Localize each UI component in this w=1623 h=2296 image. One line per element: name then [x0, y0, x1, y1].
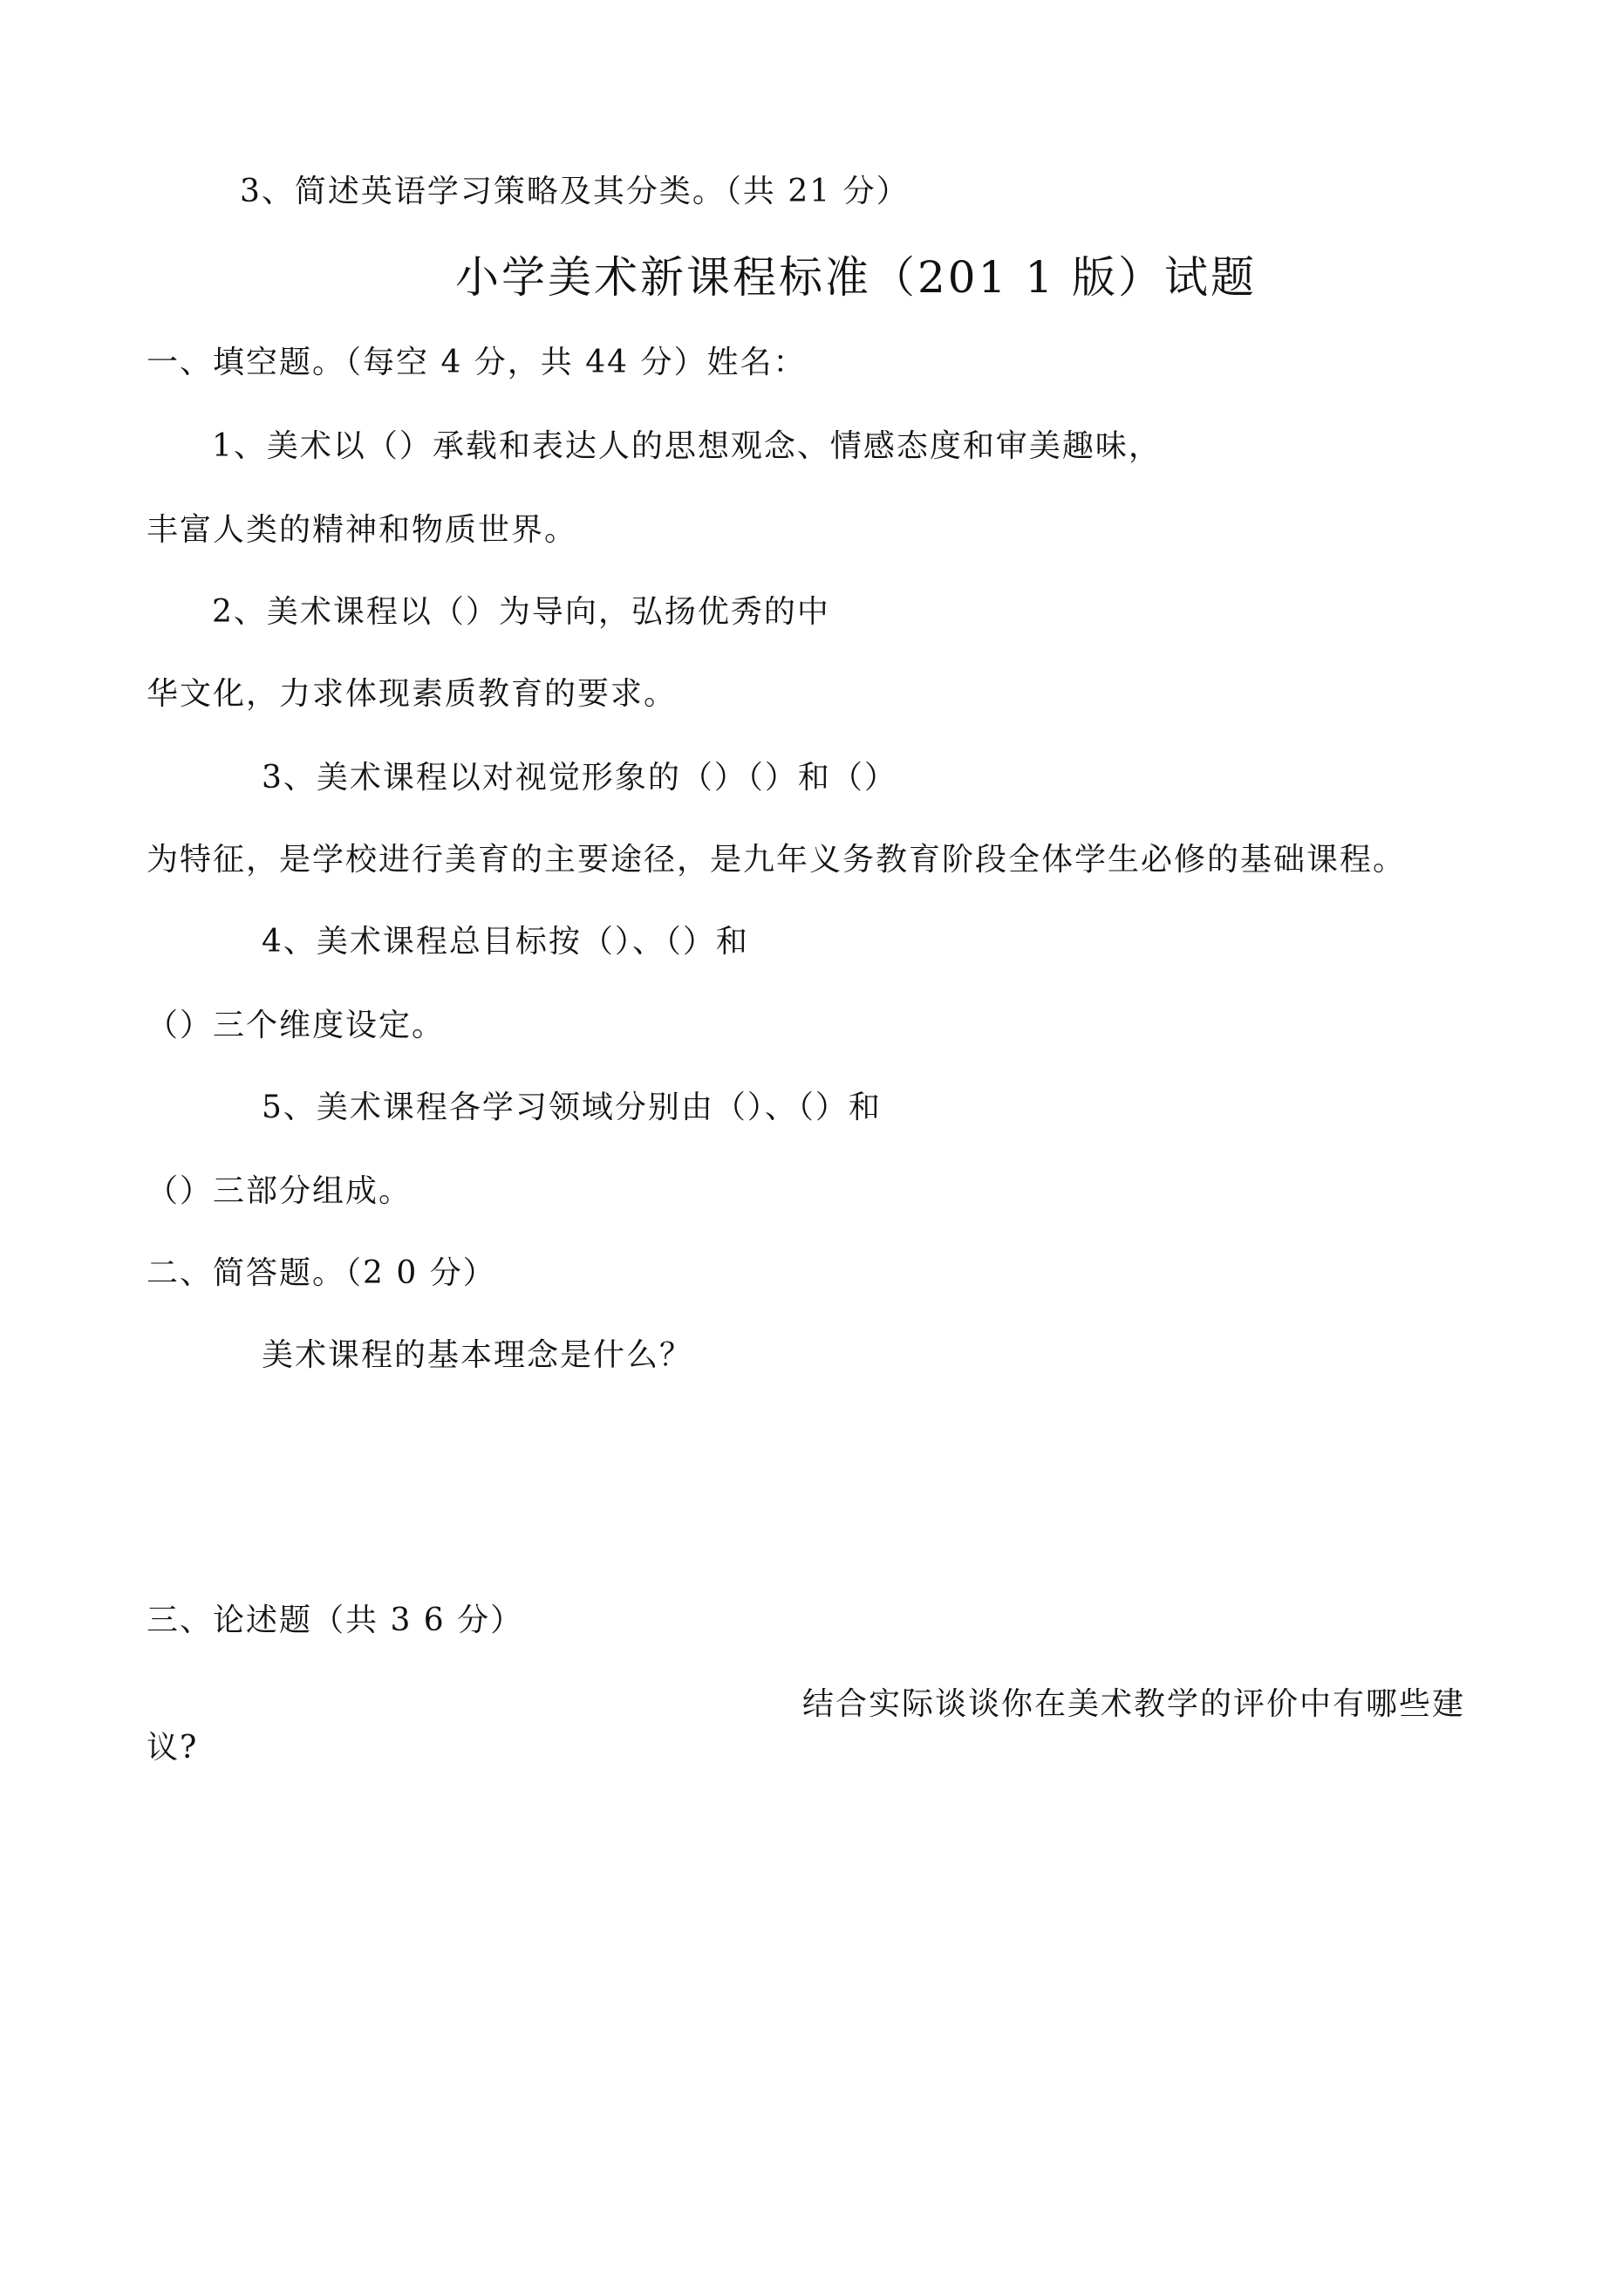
question-1-line-1: 1、美术以（）承载和表达人的思想观念、情感态度和审美趣味， — [212, 428, 1162, 464]
question-4-line-1: 4、美术课程总目标按（）、（）和 — [262, 924, 749, 960]
section-3-question-line-1: 结合实际谈谈你在美术教学的评价中有哪些建 — [802, 1686, 1466, 1722]
section-2-heading: 二、简答题。（2 0 分） — [147, 1255, 496, 1291]
question-5-line-2: （）三部分组成。 — [147, 1173, 413, 1209]
section-3-question-line-2: 议? — [147, 1730, 199, 1766]
question-3-line-2: 为特征，是学校进行美育的主要途径，是九年义务教育阶段全体学生必修的基础课程。 — [147, 842, 1407, 878]
previous-question-3: 3、简述英语学习策略及其分类。（共 21 分） — [240, 174, 910, 209]
exam-title: 小学美术新课程标准（201 1 版）试题 — [455, 252, 1258, 303]
question-2-line-1: 2、美术课程以（）为导向，弘扬优秀的中 — [212, 594, 830, 630]
question-3-line-1: 3、美术课程以对视觉形象的（）（）和（） — [262, 760, 897, 796]
question-4-line-2: （）三个维度设定。 — [147, 1008, 446, 1043]
question-5-line-1: 5、美术课程各学习领域分别由（）、（）和 — [262, 1090, 882, 1125]
question-1-line-2: 丰富人类的精神和物质世界。 — [147, 512, 578, 548]
question-2-line-2: 华文化，力求体现素质教育的要求。 — [147, 676, 678, 712]
section-3-heading: 三、论述题（共 3 6 分） — [147, 1602, 524, 1638]
section-1-heading: 一、填空题。（每空 4 分，共 44 分）姓名： — [147, 345, 807, 380]
section-2-question: 美术课程的基本理念是什么？ — [262, 1337, 693, 1373]
